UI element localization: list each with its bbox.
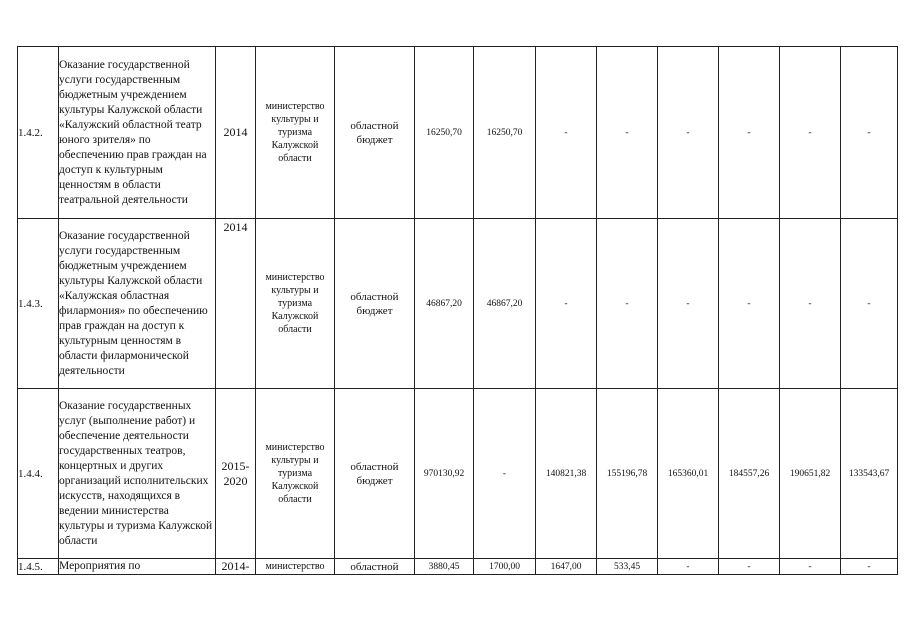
item-number: 1.4.2. [18, 47, 59, 219]
item-description: Мероприятия по [59, 559, 216, 575]
value-2018: 184557,26 [719, 389, 780, 559]
budget-table [17, 46, 898, 575]
table-row [18, 389, 898, 559]
value-2014: 1700,00 [474, 559, 536, 575]
value-2017: - [658, 47, 719, 219]
item-number: 1.4.5. [18, 559, 59, 575]
value-total: 3880,45 [415, 559, 474, 575]
item-funding-source: областной бюджет [335, 219, 415, 389]
table-row [18, 559, 898, 575]
item-executor: министерство [256, 559, 335, 575]
item-description: Оказание государственной услуги государственным бюджетным учреждением культуры Калужской области «Калужская областная филармония» по обеспечению прав граждан на доступ к культурным ценностям в области филармонической деятельности [59, 219, 216, 389]
table-row [18, 47, 898, 219]
item-executor: министерство культуры и туризма Калужской области [256, 389, 335, 559]
item-year: 2014 [216, 47, 256, 219]
item-funding-source: областной бюджет [335, 389, 415, 559]
value-2018: - [719, 559, 780, 575]
item-year: 2015-2020 [216, 389, 256, 559]
value-2019: - [780, 47, 841, 219]
value-2015: - [536, 47, 597, 219]
item-description: Оказание государственной услуги государственным бюджетным учреждением культуры Калужской области «Калужский областной театр юного зрителя» по обеспечению прав граждан на доступ к культурным ценностям в области театральной деятельности [59, 47, 216, 219]
item-number: 1.4.4. [18, 389, 59, 559]
item-funding-source: областной бюджет [335, 47, 415, 219]
value-2018: - [719, 47, 780, 219]
value-2017: - [658, 219, 719, 389]
item-funding-source: областной [335, 559, 415, 575]
value-2020: - [841, 47, 898, 219]
value-2020: - [841, 219, 898, 389]
value-2017: 165360,01 [658, 389, 719, 559]
table-row [18, 219, 898, 389]
value-2016: 533,45 [597, 559, 658, 575]
item-description: Оказание государственных услуг (выполнение работ) и обеспечение деятельности государственных театров, концертных и других организаций исполнительских искусств, находящихся в ведении министерства культуры и туризма Калужской области [59, 389, 216, 559]
value-2014: 16250,70 [474, 47, 536, 219]
item-year: 2014- [216, 559, 256, 575]
value-2017: - [658, 559, 719, 575]
value-2019: - [780, 559, 841, 575]
value-total: 16250,70 [415, 47, 474, 219]
value-2014: - [474, 389, 536, 559]
item-number: 1.4.3. [18, 219, 59, 389]
item-executor: министерство культуры и туризма Калужской области [256, 47, 335, 219]
value-2015: 1647,00 [536, 559, 597, 575]
value-2020: - [841, 559, 898, 575]
value-2015: - [536, 219, 597, 389]
value-2016: - [597, 219, 658, 389]
value-2019: 190651,82 [780, 389, 841, 559]
value-2019: - [780, 219, 841, 389]
value-2016: 155196,78 [597, 389, 658, 559]
value-2020: 133543,67 [841, 389, 898, 559]
value-total: 970130,92 [415, 389, 474, 559]
value-2018: - [719, 219, 780, 389]
item-executor: министерство культуры и туризма Калужской области [256, 219, 335, 389]
value-total: 46867,20 [415, 219, 474, 389]
value-2014: 46867,20 [474, 219, 536, 389]
value-2016: - [597, 47, 658, 219]
item-year: 2014 [216, 219, 256, 389]
value-2015: 140821,38 [536, 389, 597, 559]
